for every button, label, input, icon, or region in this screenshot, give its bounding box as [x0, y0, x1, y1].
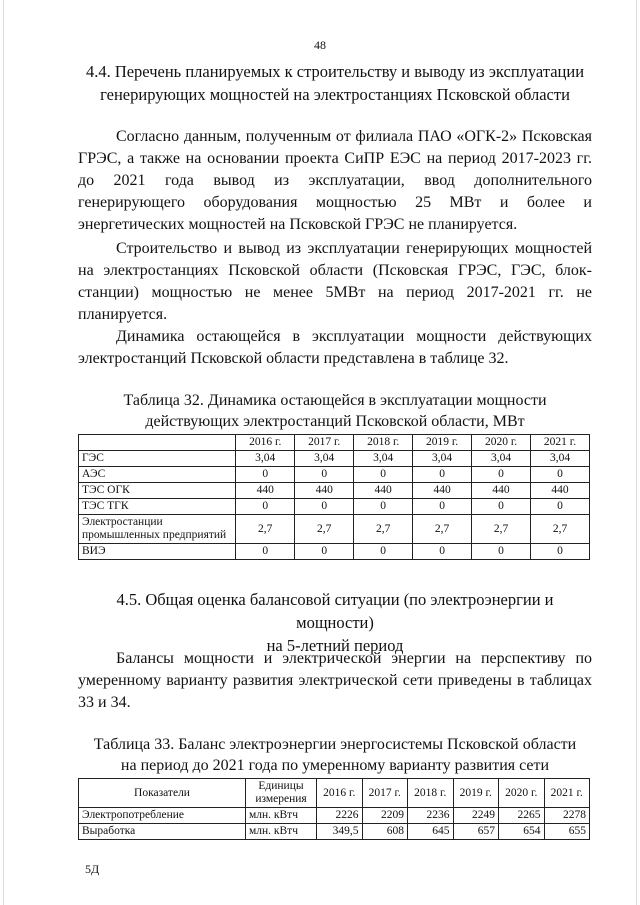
- table-cell: 3,04: [413, 451, 472, 467]
- paragraph-3: Динамика остающейся в эксплуатации мощности действующих электростанций Псковской области представлена в таблице 32.: [78, 328, 592, 367]
- table-cell: 0: [472, 544, 531, 560]
- table-cell: 440: [472, 483, 531, 499]
- table-row: [79, 544, 590, 560]
- table32-header-blank: [79, 435, 236, 451]
- table-cell: 608: [362, 824, 408, 840]
- table-row: [79, 515, 590, 544]
- row-label: АЭС: [79, 467, 236, 483]
- table-cell: 0: [295, 467, 354, 483]
- table-cell: 0: [236, 544, 295, 560]
- row-label: Электропотребление: [79, 808, 246, 824]
- paragraph-4-5: Балансы мощности и электрической энергии на перспективу по умеренному варианту развития электрической сети приведены в таблицах 33 и 34.: [78, 650, 592, 711]
- table32-year-header: 2016 г.: [236, 435, 295, 451]
- table-cell: 0: [531, 499, 590, 515]
- table32-year-header: 2019 г.: [413, 435, 472, 451]
- table32: [78, 434, 590, 560]
- section-4-5-title-line2: на 5-летний период: [266, 636, 404, 655]
- table-cell: 3,04: [472, 451, 531, 467]
- table33-caption-line2: на период до 2021 года по умеренному варианту развития сети: [120, 757, 550, 774]
- table-row: [79, 483, 590, 499]
- table33-unit-header: Единицы измерения: [246, 779, 317, 808]
- table-cell: 2,7: [531, 515, 590, 544]
- table32-year-header: 2021 г.: [531, 435, 590, 451]
- table-cell: 349,5: [317, 824, 363, 840]
- table-cell: 440: [295, 483, 354, 499]
- table33-year-header: 2019 г.: [453, 779, 499, 808]
- table-cell: 2249: [453, 808, 499, 824]
- table33-indicator-header: Показатели: [79, 779, 246, 808]
- table-cell: 0: [295, 544, 354, 560]
- table-cell: 440: [354, 483, 413, 499]
- table-cell: 0: [531, 467, 590, 483]
- table-cell: 3,04: [531, 451, 590, 467]
- scan-edge-right: [636, 0, 637, 905]
- table-cell: 645: [408, 824, 454, 840]
- table33-caption: [78, 734, 592, 776]
- row-label: ТЭС ОГК: [79, 483, 236, 499]
- row-label: ГЭС: [79, 451, 236, 467]
- table33-header-row: [79, 779, 590, 808]
- table-cell: 0: [472, 499, 531, 515]
- table-cell: 2,7: [236, 515, 295, 544]
- table-cell: 0: [472, 467, 531, 483]
- table-cell: 655: [544, 824, 590, 840]
- table-cell: 0: [413, 467, 472, 483]
- unit-cell: млн. кВтч: [246, 808, 317, 824]
- table-cell: 2265: [499, 808, 545, 824]
- table32-year-header: 2018 г.: [354, 435, 413, 451]
- table-cell: 2,7: [472, 515, 531, 544]
- table-cell: 2,7: [413, 515, 472, 544]
- table-cell: 0: [354, 467, 413, 483]
- row-label: Выработка: [79, 824, 246, 840]
- table33-year-header: 2021 г.: [544, 779, 590, 808]
- table33-year-header: 2018 г.: [408, 779, 454, 808]
- table33-year-header: 2017 г.: [362, 779, 408, 808]
- table-cell: 3,04: [354, 451, 413, 467]
- table32-caption: [78, 390, 592, 432]
- unit-cell: млн. кВтч: [246, 824, 317, 840]
- section-4-5-title: [78, 588, 592, 657]
- table-cell: 0: [236, 499, 295, 515]
- table-cell: 0: [413, 544, 472, 560]
- row-label: Электростанции промышленных предприятий: [79, 515, 236, 544]
- table32-caption-line2: действующих электростанций Псковской области, МВт: [145, 413, 525, 430]
- table-cell: 654: [499, 824, 545, 840]
- table-cell: 2278: [544, 808, 590, 824]
- table-cell: 3,04: [236, 451, 295, 467]
- row-label: ВИЭ: [79, 544, 236, 560]
- scan-edge-left: [3, 0, 4, 905]
- table-cell: 2209: [362, 808, 408, 824]
- table-cell: 0: [354, 499, 413, 515]
- paragraph-2: Строительство и вывод из эксплуатации генерирующих мощностей на электростанциях Псковской области (Псковская ГРЭС, ГЭС, блок-станции) мощностью не менее 5МВт на период 2017-2021 гг. не планируется.: [78, 240, 592, 323]
- table-cell: 440: [236, 483, 295, 499]
- section-4-4-title-line2: генерирующих мощностей на электростанциях Псковской области: [100, 85, 570, 104]
- table32-caption-line1: Таблица 32. Динамика остающейся в эксплуатации мощности: [123, 392, 547, 409]
- table32-header-row: [79, 435, 590, 451]
- table-cell: 2236: [408, 808, 454, 824]
- section-4-4-title-line1: 4.4. Перечень планируемых к строительству и выводу из эксплуатации: [85, 62, 585, 81]
- section-4-5-title-line1: 4.5. Общая оценка балансовой ситуации (по электроэнергии и мощности): [116, 590, 554, 632]
- table-cell: 0: [295, 499, 354, 515]
- table-row: [79, 808, 590, 824]
- table-cell: 0: [531, 544, 590, 560]
- table-cell: 657: [453, 824, 499, 840]
- table-cell: 0: [236, 467, 295, 483]
- table-cell: 2226: [317, 808, 363, 824]
- table-row: [79, 467, 590, 483]
- table-cell: 0: [354, 544, 413, 560]
- table33: [78, 778, 590, 840]
- paragraph-1: Согласно данным, полученным от филиала ПАО «ОГК-2» Псковская ГРЭС, а также на основании проекта СиПР ЕЭС на период 2017-2023 гг. до 2021 года вывод из эксплуатации, ввод дополнительного генерирующего оборудования мощностью 25 МВт и более и энергетических мощностей на Псковской ГРЭС не планируется.: [78, 128, 592, 233]
- table33-caption-line1: Таблица 33. Баланс электроэнергии энергосистемы Псковской области: [93, 736, 577, 753]
- page-number: 48: [314, 38, 326, 52]
- table32-year-header: 2017 г.: [295, 435, 354, 451]
- table33-year-header: 2016 г.: [317, 779, 363, 808]
- table-row: [79, 451, 590, 467]
- table33-year-header: 2020 г.: [499, 779, 545, 808]
- row-label: ТЭС ТГК: [79, 499, 236, 515]
- table-row: [79, 824, 590, 840]
- section-4-4-title: [78, 60, 592, 106]
- table-cell: 0: [413, 499, 472, 515]
- table-cell: 2,7: [295, 515, 354, 544]
- table-cell: 440: [531, 483, 590, 499]
- table-cell: 3,04: [295, 451, 354, 467]
- footer-mark: 5Д: [85, 862, 100, 876]
- table32-year-header: 2020 г.: [472, 435, 531, 451]
- table-cell: 440: [413, 483, 472, 499]
- table-cell: 2,7: [354, 515, 413, 544]
- table-row: [79, 499, 590, 515]
